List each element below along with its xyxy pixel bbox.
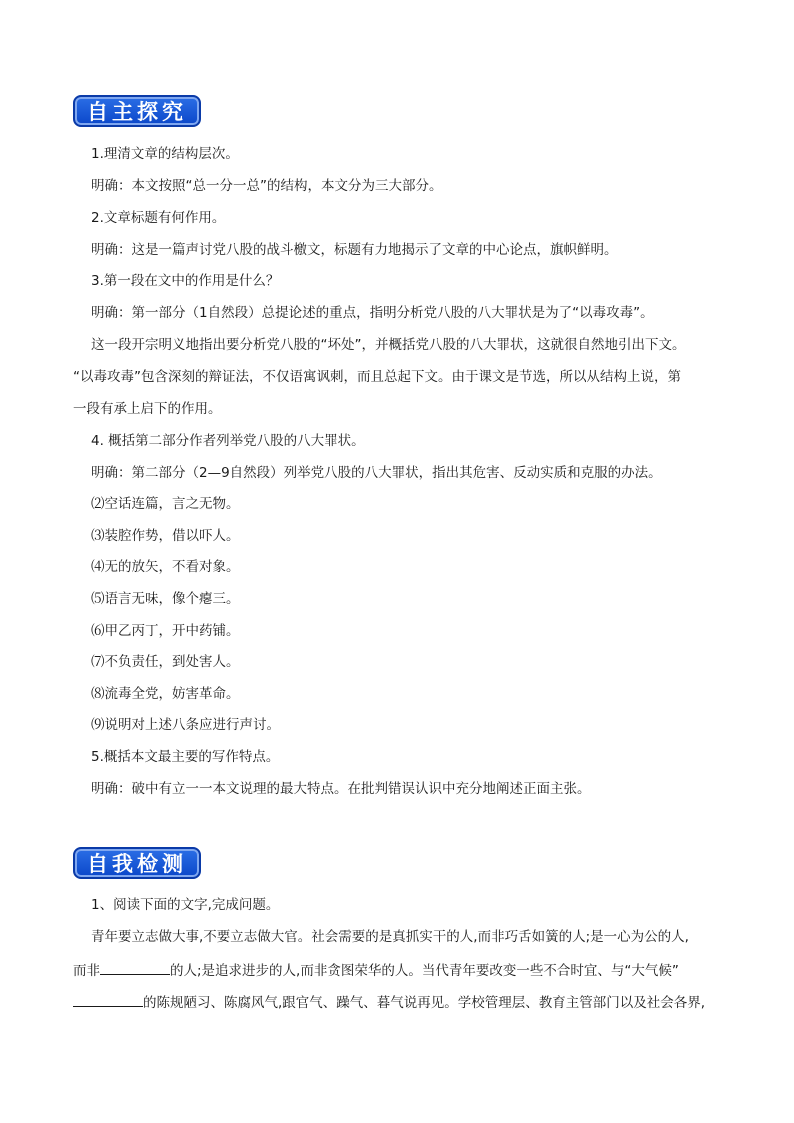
answer-3-para: 这一段开宗明义地指出要分析党八股的“坏处”，并概括党八股的八大罪状，这就很自然地引出下文。 (91, 337, 686, 353)
answer-3-para: 一段有承上启下的作用。 (73, 401, 222, 417)
section-title-badge: 自我检测 (73, 847, 201, 879)
answer-3-para: “以毒攻毒”包含深刻的辩证法，不仅语寓讽刺，而且总起下文。由于课文是节选，所以从结构上说，第 (73, 369, 681, 385)
question-5: 5.概括本文最主要的写作特点。 (91, 749, 280, 765)
list-item: ⑶装腔作势，借以吓人。 (91, 528, 240, 544)
passage-text: 的人;是追求进步的人,而非贪图荣华的人。当代青年要改变一些不合时宜、与“大气候” (170, 963, 679, 979)
answer-2: 明确：这是一篇声讨党八股的战斗檄文，标题有力地揭示了文章的中心论点，旗帜鲜明。 (91, 242, 618, 258)
list-item: ⑺不负责任，到处害人。 (91, 654, 240, 670)
list-item: ⑸语言无味，像个瘪三。 (91, 591, 240, 607)
list-item: ⑵空话连篇，言之无物。 (91, 496, 240, 512)
passage-text: 的陈规陋习、陈腐风气,跟官气、躁气、暮气说再见。学校管理层、教育主管部门以及社会各界, (143, 995, 706, 1011)
list-item: ⑹甲乙丙丁，开中药铺。 (91, 623, 240, 639)
section-title-badge: 自主探究 (73, 95, 201, 127)
reading-passage (73, 992, 705, 1012)
answer-5: 明确：破中有立一一本文说理的最大特点。在批判错误认识中充分地阐述正面主张。 (91, 781, 591, 797)
question-1: 1.理清文章的结构层次。 (91, 146, 239, 162)
answer-4: 明确：第二部分（2—9自然段）列举党八股的八大罪状，指出其危害、反动实质和克服的办法。 (91, 465, 662, 481)
reading-passage: 青年要立志做大事,不要立志做大官。社会需要的是真抓实干的人,而非巧舌如簧的人;是一心为公的人, (91, 929, 689, 945)
fill-blank[interactable] (100, 960, 170, 975)
question-3: 3.第一段在文中的作用是什么？ (91, 273, 280, 289)
answer-1: 明确：本文按照“总一分一总”的结构，本文分为三大部分。 (91, 178, 443, 194)
answer-3: 明确：第一部分（1自然段）总提论述的重点，指明分析党八股的八大罪状是为了“以毒攻毒”。 (91, 305, 654, 321)
question-4: 4. 概括第二部分作者列举党八股的八大罪状。 (91, 433, 365, 449)
passage-text: 而非 (73, 963, 100, 979)
question-2: 2.文章标题有何作用。 (91, 210, 226, 226)
list-item: ⑼说明对上述八条应进行声讨。 (91, 717, 280, 733)
list-item: ⑷无的放矢，不看对象。 (91, 559, 240, 575)
fill-blank[interactable] (73, 992, 143, 1007)
list-item: ⑻流毒全党，妨害革命。 (91, 686, 240, 702)
reading-passage (73, 960, 679, 980)
test-question-1: 1、阅读下面的文字,完成问题。 (91, 897, 280, 913)
